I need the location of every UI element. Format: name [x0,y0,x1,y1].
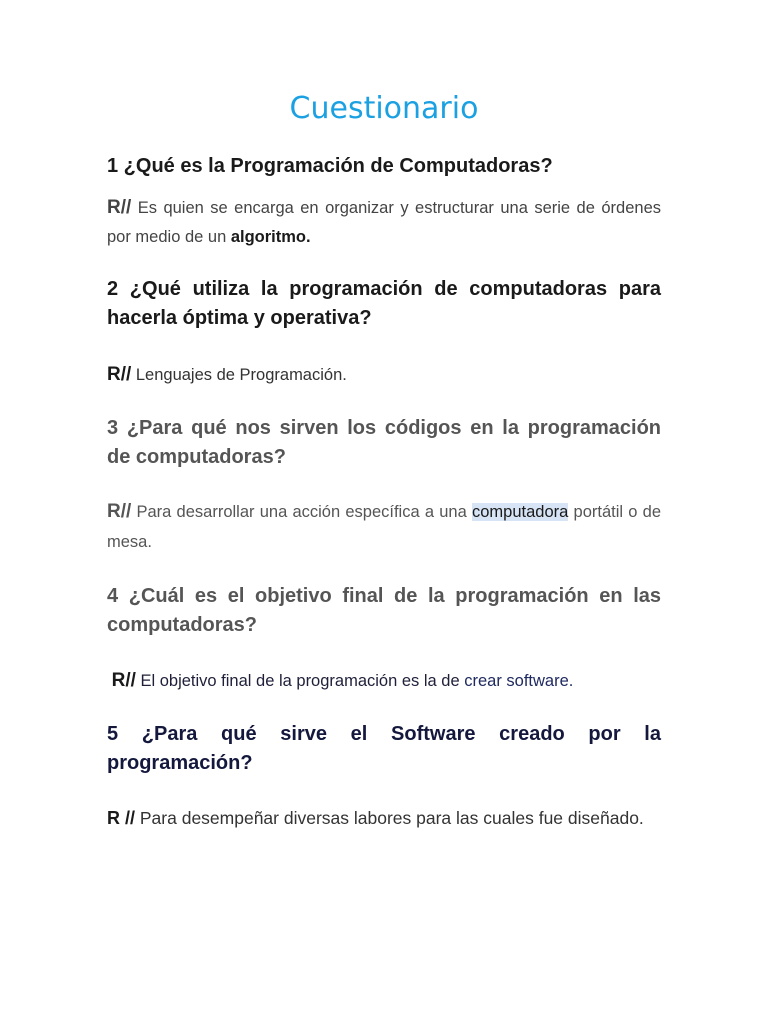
answer-text: Para desempeñar diversas labores para las cuales fue diseñado. [135,808,644,828]
answer-text: Para desarrollar una acción específica a una [131,503,472,521]
answer-prefix: R// [107,364,132,385]
question-4: 4 ¿Cuál es el objetivo final de la programación en las computadoras? [107,585,661,636]
answer-prefix: R// [111,670,136,691]
answer-text: El objetivo final de la programación es la de [135,672,465,690]
answer-prefix: R// [107,197,132,218]
document-title: Cuestionario [289,91,479,126]
highlighted-term: computadora [472,503,569,521]
answer-text: Lenguajes de Programación. [131,366,347,384]
answer-5 [107,804,661,833]
question-1: 1 ¿Qué es la Programación de Computadoras? [107,155,553,177]
question-3: 3 ¿Para qué nos sirven los códigos en la programación de computadoras? [107,417,661,468]
answer-prefix: R// [107,501,132,522]
answer-text-end: portátil o de mesa. [107,503,661,551]
answer-4 [107,666,661,696]
question-2: 2 ¿Qué utiliza la programación de computadoras para hacerla óptima y operativa? [107,278,661,329]
answer-emphasis: crear software. [464,672,574,690]
answer-bold-term: algoritmo. [230,228,311,246]
answer-3 [107,497,661,557]
answer-text: Es quien se encarga en organizar y estructurar una serie de órdenes por medio de un [107,199,661,246]
answer-prefix: R // [107,808,136,828]
answer-1 [107,193,661,252]
answer-2 [107,360,661,390]
question-5: 5 ¿Para qué sirve el Software creado por la programación? [107,723,661,774]
